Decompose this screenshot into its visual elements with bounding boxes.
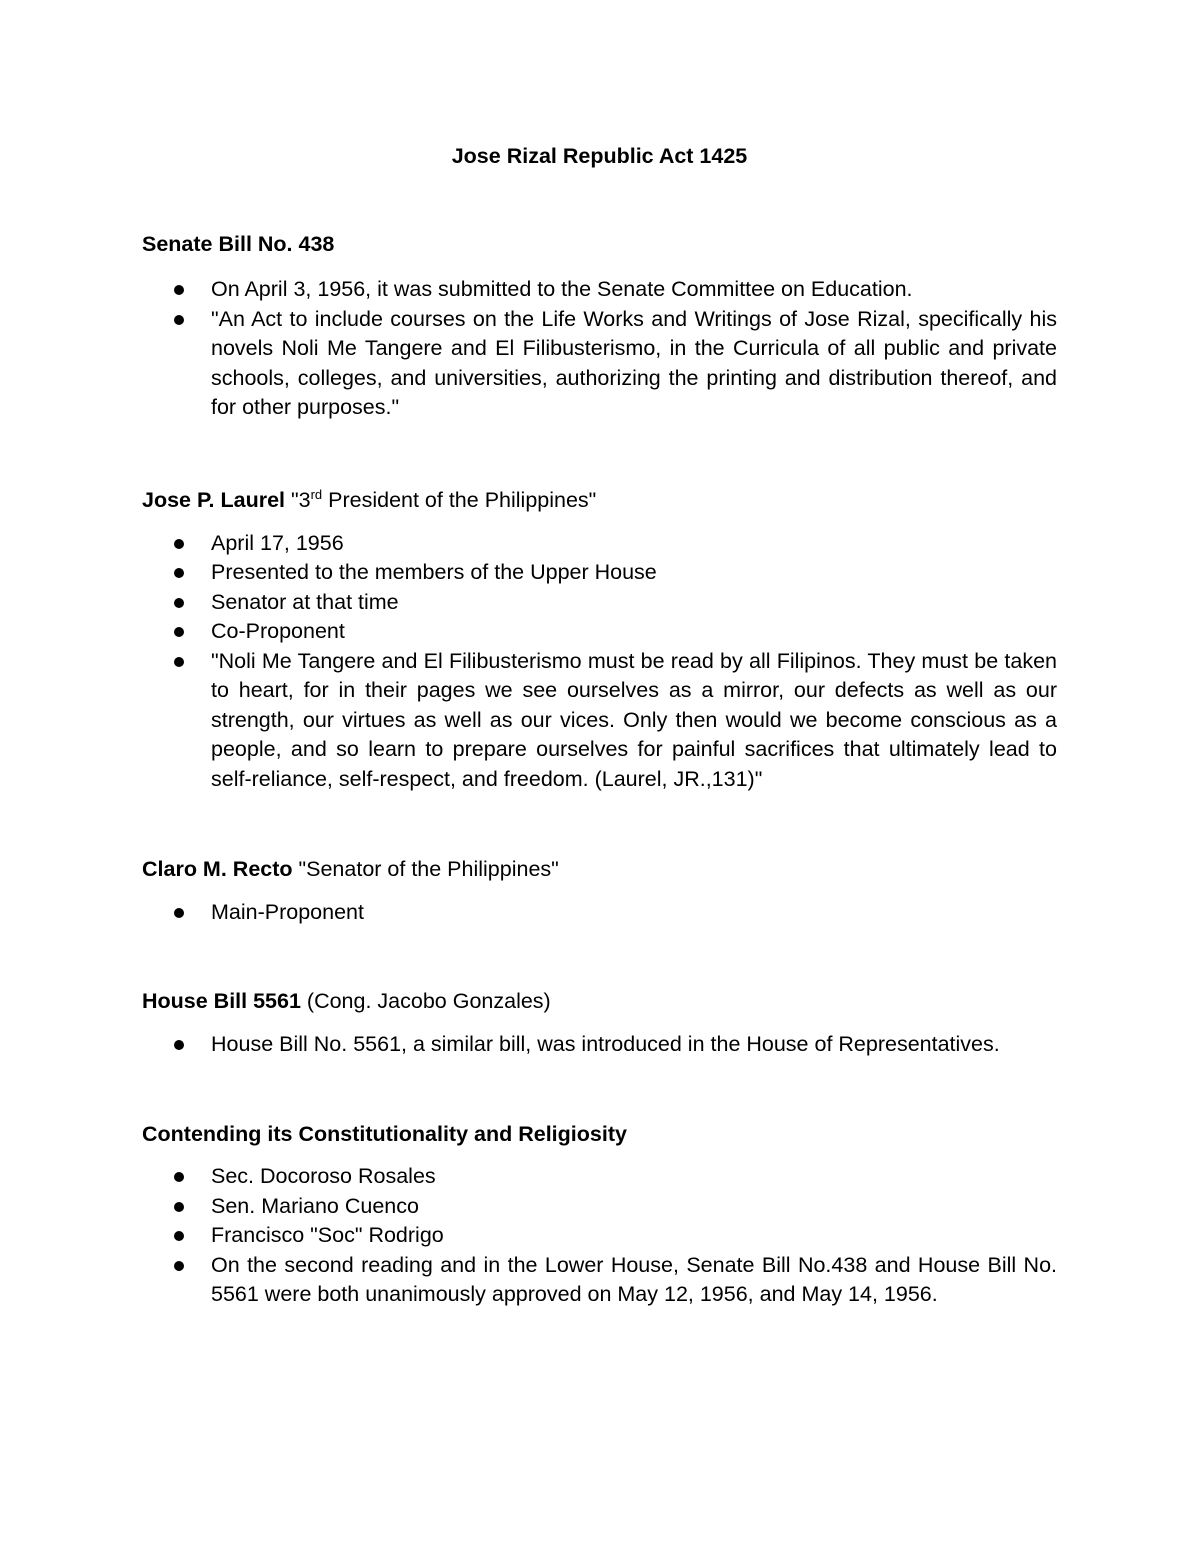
section-senate-bill bbox=[142, 231, 1057, 423]
bullet-list bbox=[142, 529, 1057, 795]
bullet-list bbox=[142, 1162, 1057, 1310]
list-item bbox=[142, 529, 1057, 559]
section-house-bill bbox=[142, 988, 1057, 1060]
list-item bbox=[142, 588, 1057, 618]
bullet-icon bbox=[174, 627, 184, 637]
list-item-text: Sen. Mariano Cuenco bbox=[211, 1193, 419, 1218]
list-item-text: April 17, 1956 bbox=[211, 530, 344, 555]
heading-rest-text: "3 bbox=[285, 487, 311, 512]
list-item bbox=[142, 558, 1057, 588]
heading-superscript: rd bbox=[310, 486, 323, 502]
bullet-icon bbox=[174, 1202, 184, 1212]
list-item bbox=[142, 305, 1057, 423]
bullet-icon bbox=[174, 539, 184, 549]
list-item-text: Main-Proponent bbox=[211, 900, 364, 924]
list-item-text: Sec. Docoroso Rosales bbox=[211, 1164, 436, 1188]
heading-rest-text: President of the Philippines" bbox=[322, 487, 597, 512]
list-item bbox=[142, 617, 1057, 647]
bullet-icon bbox=[174, 657, 184, 667]
section-heading bbox=[142, 988, 1057, 1014]
bullet-icon bbox=[174, 1261, 184, 1271]
bullet-list bbox=[142, 275, 1057, 423]
list-item-text: Senator at that time bbox=[211, 589, 399, 614]
bullet-list bbox=[142, 1030, 1057, 1060]
list-item bbox=[142, 1192, 1057, 1222]
list-item-text: House Bill No. 5561, a similar bill, was introduced in the House of Representatives. bbox=[211, 1031, 1000, 1056]
list-item bbox=[142, 1030, 1057, 1060]
bullet-icon bbox=[174, 568, 184, 578]
list-item-text: On the second reading and in the Lower House, Senate Bill No.438 and House Bill No. 5561 were both unanimously approved on May 12, 1956, and May 14, 1956. bbox=[211, 1252, 1057, 1306]
heading-rest-text: (Cong. Jacobo Gonzales) bbox=[300, 988, 551, 1013]
bullet-list bbox=[142, 898, 1057, 928]
heading-bold-text: Jose P. Laurel bbox=[142, 487, 286, 512]
bullet-icon bbox=[174, 1040, 184, 1050]
list-item-text: On April 3, 1956, it was submitted to the Senate Committee on Education. bbox=[211, 277, 913, 301]
section-heading bbox=[142, 856, 1057, 882]
section-contending bbox=[142, 1121, 1057, 1310]
section-laurel bbox=[142, 487, 1057, 795]
document-title: Jose Rizal Republic Act 1425 bbox=[451, 144, 748, 168]
list-item bbox=[142, 1251, 1057, 1310]
list-item-text: Francisco "Soc" Rodrigo bbox=[211, 1223, 444, 1247]
bullet-icon bbox=[174, 598, 184, 608]
section-heading bbox=[142, 487, 1057, 513]
list-item bbox=[142, 1221, 1057, 1251]
list-item-text: Presented to the members of the Upper House bbox=[211, 560, 657, 584]
list-item-text: "An Act to include courses on the Life Works and Writings of Jose Rizal, specifically his novels Noli Me Tangere and El Filibusterismo, in the Curricula of all public and private schools, colleges, and universities, authorizing the printing and distribution thereof, and for other purposes." bbox=[211, 306, 1057, 419]
heading-bold-text: Senate Bill No. 438 bbox=[142, 232, 335, 256]
list-item-text: Co-Proponent bbox=[211, 619, 345, 643]
bullet-icon bbox=[174, 1172, 184, 1182]
bullet-icon bbox=[174, 315, 184, 325]
heading-rest-text: "Senator of the Philippines" bbox=[292, 857, 559, 881]
bullet-icon bbox=[174, 908, 184, 918]
bullet-icon bbox=[174, 285, 184, 295]
heading-bold-text: House Bill 5561 bbox=[142, 988, 301, 1013]
section-recto bbox=[142, 856, 1057, 928]
list-item bbox=[142, 898, 1057, 928]
list-item bbox=[142, 1162, 1057, 1192]
heading-bold-text: Contending its Constitutionality and Religiosity bbox=[142, 1122, 627, 1146]
section-heading bbox=[142, 231, 1057, 257]
list-item bbox=[142, 275, 1057, 305]
heading-bold-text: Claro M. Recto bbox=[142, 857, 293, 881]
list-item bbox=[142, 647, 1057, 795]
section-heading bbox=[142, 1121, 1057, 1147]
list-item-text: "Noli Me Tangere and El Filibusterismo must be read by all Filipinos. They must be taken to heart, for in their pages we see ourselves as a mirror, our defects as well as our strength, our virtues as well as our vices. Only then would we become conscious as a people, and so learn to prepare ourselves for painful sacrifices that ultimately lead to self-reliance, self-respect, and freedom. (Laurel, JR.,131)" bbox=[211, 648, 1057, 791]
bullet-icon bbox=[174, 1231, 184, 1241]
